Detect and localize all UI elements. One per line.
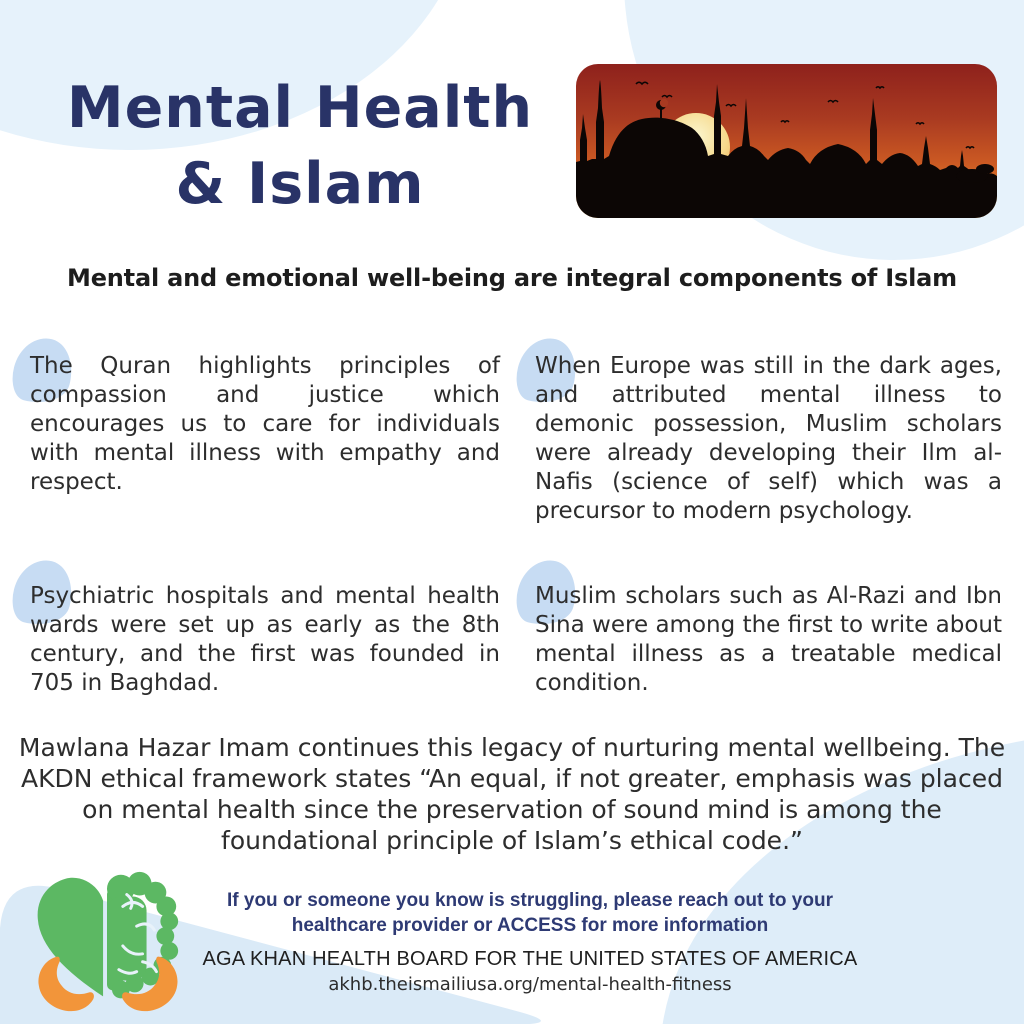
footer-help-text: If you or someone you know is struggling, please reach out to your healthcare provider or ACCESS for more information xyxy=(227,890,833,936)
akdn-quote: Mawlana Hazar Imam continues this legacy of nurturing mental wellbeing. The AKDN ethical framework states “An equal, if not greater, emphasis was placed on mental health since the preservation of sound mind is among the foundational principle of Islam’s ethical code.” xyxy=(18,733,1006,855)
fact-quran-compassion: The Quran highlights principles of compassion and justice which encourages us to care for individuals with mental illness with empathy and respect. xyxy=(30,353,500,495)
page-title xyxy=(30,70,570,222)
page-title-line1: Mental Health xyxy=(66,75,534,141)
subtitle: Mental and emotional well-being are integral components of Islam xyxy=(67,264,957,292)
fact-ilm-al-nafis: When Europe was still in the dark ages, and attributed mental illness to demonic possession, Muslim scholars were already developing their Ilm al-Nafis (science of self) which was a precursor to modern psychology. xyxy=(535,353,1002,524)
footer-website-url: akhb.theismailiusa.org/mental-health-fitness xyxy=(328,974,732,995)
footer-organization: AGA KHAN HEALTH BOARD FOR THE UNITED STATES OF AMERICA xyxy=(202,948,858,970)
mosque-skyline-icon xyxy=(576,64,997,218)
fact-muslim-scholars: Muslim scholars such as Al-Razi and Ibn Sina were among the first to write about mental illness as a treatable medical condition. xyxy=(535,583,1002,696)
fact-psychiatric-hospitals: Psychiatric hospitals and mental health wards were set up as early as the 8th century, and the first was founded in 705 in Baghdad. xyxy=(30,583,500,696)
page-title-line2: & Islam xyxy=(175,151,425,217)
mosque-sunset-illustration xyxy=(576,64,997,218)
